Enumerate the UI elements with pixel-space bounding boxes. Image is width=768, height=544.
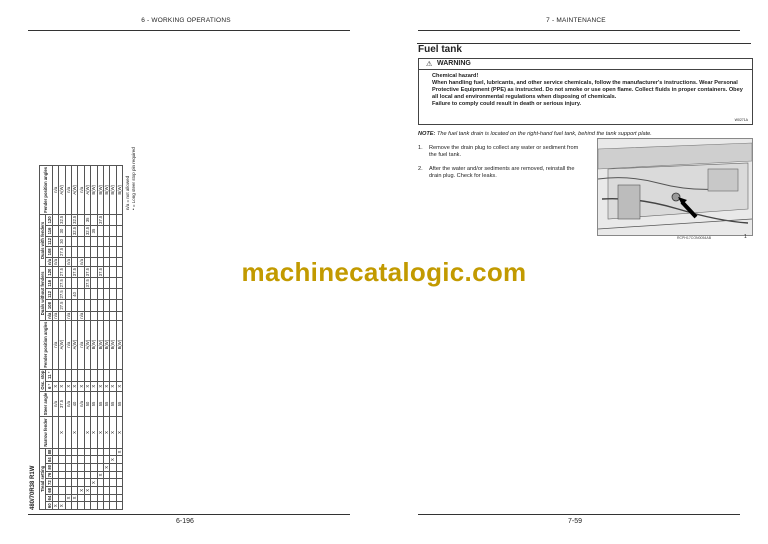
cell-narrow-fender: X <box>116 417 122 448</box>
cell-fender-position: n/a <box>52 320 58 369</box>
cell-duals-with <box>116 237 122 247</box>
th-tread-88: 88 <box>46 449 52 455</box>
th-dwf-1: 108 <box>46 246 52 257</box>
figure-code: RCPH17CON0054AB <box>677 236 712 240</box>
th-dwf-2: 112 <box>46 238 52 245</box>
cell-osc-stop: X <box>110 381 116 391</box>
cell-duals-without: 37.5 <box>97 268 103 277</box>
cell-steer-angle: n/a <box>65 391 71 417</box>
cell-tread <box>116 471 122 479</box>
warning-label: WARNING <box>437 60 471 67</box>
warning-line-2: When handling fuel, lubricants, and other service chemicals, follow the manufacturer's instructions. Wear Personal Protective Equipment (PPE) as instructed. Do not smoke or use open flame. Collect fluids in proper containers. Obey all local and environmental regulations when disposing of chemicals. <box>432 80 743 101</box>
left-page-number: 6-196 <box>176 518 194 525</box>
table-row <box>116 165 122 509</box>
cell-steer-angle: 50 <box>84 391 90 417</box>
th-dw-0: n/a <box>46 312 52 319</box>
cell-narrow-fender: X <box>110 417 116 448</box>
cell-duals-with <box>116 214 122 225</box>
cell-fender-position-2: B(W) <box>97 165 103 214</box>
th-dwf-4: 120 <box>46 214 52 225</box>
figure-number: 1 <box>744 234 747 240</box>
cell-fender-position-2: A(W) <box>84 165 90 214</box>
cell-tread <box>116 486 122 494</box>
cell-fender-position-2: n/a <box>65 165 71 214</box>
table-notes <box>125 147 137 210</box>
cell-duals-without: n/a <box>52 312 58 319</box>
cell-steer-angle: 40 <box>71 391 77 417</box>
cell-tread: X <box>103 463 109 471</box>
cell-narrow-fender: X <box>91 417 97 448</box>
th-tread-72: 72 <box>46 480 52 485</box>
cell-osc-stop <box>116 369 122 381</box>
cell-fender-position: B(W) <box>103 320 109 369</box>
cell-duals-with: 30 <box>59 237 65 247</box>
th-osc-1: 11 ° <box>46 369 52 381</box>
cell-duals-without: 27.5 <box>59 268 65 277</box>
warning-line-3: Failure to comply could result in death or serious injury. <box>432 101 582 108</box>
cell-duals-with: n/a <box>78 259 84 265</box>
cell-osc-stop: X <box>78 381 84 391</box>
cell-duals-without: 37.5 <box>84 279 90 288</box>
cell-steer-angle: 37.5 <box>59 391 65 417</box>
th-osc-stop: Osc. stop <box>40 370 46 390</box>
cell-fender-position-2: B(W) <box>103 165 109 214</box>
cell-narrow-fender: X <box>97 417 103 448</box>
warning-box <box>418 58 753 125</box>
table-title: 480/70R38 R1W <box>30 465 36 510</box>
cell-duals-with: 32.5 <box>59 215 65 224</box>
cell-duals-without: 37.5 <box>72 268 78 277</box>
cell-fender-position: B(W) <box>97 320 103 369</box>
cell-duals-with: 27.5 <box>59 247 65 256</box>
cell-duals-without <box>116 300 122 311</box>
watermark: machinecatalogic.com <box>241 257 527 287</box>
th-dw-2: 112 <box>46 289 52 300</box>
table-note-1: n/a = not allowed <box>125 175 130 210</box>
th-dwf-3: 116 <box>46 225 52 236</box>
th-tread-setting: Tread setting <box>40 448 46 509</box>
cell-osc-stop: X <box>116 381 122 391</box>
cell-tread: X <box>97 471 103 479</box>
cell-duals-without <box>116 311 122 320</box>
warning-code: W0271A <box>734 118 748 122</box>
cell-duals-without: 40 <box>71 289 77 300</box>
step-2-text: After the water and/or sediments are removed, reinstall the drain plug. Check for leaks. <box>429 166 575 180</box>
cell-duals-with: n/a <box>65 259 71 265</box>
cell-tread <box>116 456 122 464</box>
section-title-bar <box>417 43 751 57</box>
right-header-rule <box>418 30 740 31</box>
cell-tread: X <box>110 456 116 464</box>
cell-steer-angle: n/a <box>52 391 58 417</box>
cell-duals-with: 30 <box>59 225 65 236</box>
left-header-rule <box>28 30 350 31</box>
th-tread-60: 60 <box>46 503 52 508</box>
right-page-number: 7-59 <box>568 518 583 525</box>
step-2-number: 2. <box>418 166 423 172</box>
left-page-header: 6 - WORKING OPERATIONS <box>141 17 231 24</box>
th-tread-84: 84 <box>46 457 52 462</box>
th-dw-4: 120 <box>46 267 52 278</box>
cell-duals-with: 32.5 <box>84 226 90 236</box>
step-1-text: Remove the drain plug to collect any water or sediment from the fuel tank. <box>429 145 579 159</box>
cell-duals-without: 27.5 <box>59 290 65 299</box>
th-dwf-0: n/a <box>46 258 52 266</box>
cell-osc-stop: X <box>97 381 103 391</box>
th-osc-0: 6 ° <box>46 381 52 391</box>
cell-steer-angle: 55 <box>91 391 97 417</box>
cell-fender-position-2: B(W) <box>116 165 122 214</box>
cell-duals-with <box>116 246 122 257</box>
cell-fender-position-2: B(W) <box>91 165 97 214</box>
cell-tread: X <box>65 494 71 502</box>
th-dw-1: 108 <box>46 300 52 311</box>
cell-osc-stop: X <box>59 381 65 391</box>
cell-duals-without: n/a <box>65 312 71 319</box>
cell-fender-position: n/a <box>78 320 84 369</box>
cell-osc-stop: X <box>103 381 109 391</box>
cell-osc-stop: X <box>84 381 90 391</box>
cell-fender-position-2: n/a <box>78 165 84 214</box>
table-note-2: • = Long steer stop pin required <box>131 147 136 210</box>
note-text: The fuel tank drain is located on the right-hand fuel tank, behind the tank support plate. <box>436 131 652 137</box>
cell-narrow-fender: X <box>71 417 77 448</box>
cell-duals-with: 37.5 <box>97 215 103 224</box>
section-title: Fuel tank <box>418 44 462 55</box>
cell-duals-without: n/a <box>78 312 84 319</box>
cell-duals-with <box>116 225 122 236</box>
table-body <box>52 165 122 509</box>
cell-fender-position: B(W) <box>91 320 97 369</box>
cell-steer-angle: 55 <box>116 391 122 417</box>
cell-tread: X <box>84 486 90 494</box>
cell-narrow-fender: X <box>59 417 65 448</box>
cell-tread <box>116 463 122 471</box>
cell-fender-position: n/a <box>65 320 71 369</box>
cell-tread: X <box>71 494 77 502</box>
cell-osc-stop: X <box>91 381 97 391</box>
cell-fender-position: B(W) <box>110 320 116 369</box>
cell-fender-position-2: A(W) <box>59 165 65 214</box>
cell-osc-stop: X <box>65 381 71 391</box>
th-duals-without: Duals without fenders <box>40 267 46 321</box>
th-narrow-fender: Narrow fender <box>40 417 53 448</box>
cell-fender-position-2: B(W) <box>110 165 116 214</box>
cell-tread <box>116 502 122 510</box>
cell-tread <box>116 479 122 487</box>
tread-settings-table <box>39 165 123 510</box>
cell-tread <box>116 494 122 502</box>
cell-duals-with: 32.5 <box>72 215 78 224</box>
step-1-number: 1. <box>418 145 423 151</box>
cell-fender-position-2: n/a <box>52 165 58 214</box>
cell-tread: X <box>91 479 97 487</box>
cell-osc-stop: X <box>71 381 77 391</box>
cell-duals-without <box>116 289 122 300</box>
cell-duals-without: 37.5 <box>84 268 90 277</box>
note-paragraph <box>418 131 758 137</box>
cell-fender-position: B(W) <box>116 320 122 369</box>
right-footer-rule <box>418 514 740 515</box>
th-dw-3: 116 <box>46 278 52 289</box>
th-fender-position: Fender position angles <box>40 320 53 369</box>
cell-fender-position: A(W) <box>71 320 77 369</box>
fuel-tank-drain-photo <box>597 138 753 236</box>
cell-steer-angle: 55 <box>110 391 116 417</box>
cell-tread: X <box>59 502 65 510</box>
cell-duals-with: 32.5 <box>72 226 78 236</box>
cell-steer-angle: 55 <box>97 391 103 417</box>
fuel-tank-drain-illustration <box>598 139 752 235</box>
left-footer-rule <box>28 514 350 515</box>
cell-tread: X <box>52 502 58 510</box>
right-page-header: 7 - MAINTENANCE <box>546 17 606 24</box>
cell-steer-angle: 55 <box>103 391 109 417</box>
th-steer-angle: Steer angle <box>40 391 53 417</box>
cell-tread: X <box>78 486 84 494</box>
cell-fender-position: A(W) <box>59 320 65 369</box>
th-tread-64: 64 <box>46 495 52 501</box>
cell-osc-stop: X <box>52 381 58 391</box>
th-tread-80: 80 <box>46 464 52 470</box>
cell-narrow-fender: X <box>84 417 90 448</box>
th-tread-76: 76 <box>46 472 52 478</box>
cell-fender-position-2: A(W) <box>71 165 77 214</box>
cell-duals-without: 27.5 <box>59 301 65 310</box>
cell-narrow-fender: X <box>103 417 109 448</box>
cell-duals-with: 35 <box>91 225 97 236</box>
warning-body <box>432 73 747 108</box>
th-fender-position-2: Fender position angles <box>40 165 53 214</box>
cell-fender-position: A(W) <box>84 320 90 369</box>
cell-duals-with: 35 <box>84 214 90 225</box>
note-label: NOTE: <box>418 131 436 137</box>
cell-duals-without: 27.5 <box>59 279 65 288</box>
warning-triangle-icon: ⚠ <box>426 61 433 68</box>
warning-header <box>419 59 752 70</box>
cell-duals-with: n/a <box>52 259 58 265</box>
th-duals-with: Duals with fenders <box>40 214 46 266</box>
cell-tread: X <box>116 448 122 456</box>
warning-line-1: Chemical hazard! <box>432 73 479 79</box>
cell-steer-angle: n/a <box>78 391 84 417</box>
th-tread-68: 68 <box>46 487 52 493</box>
